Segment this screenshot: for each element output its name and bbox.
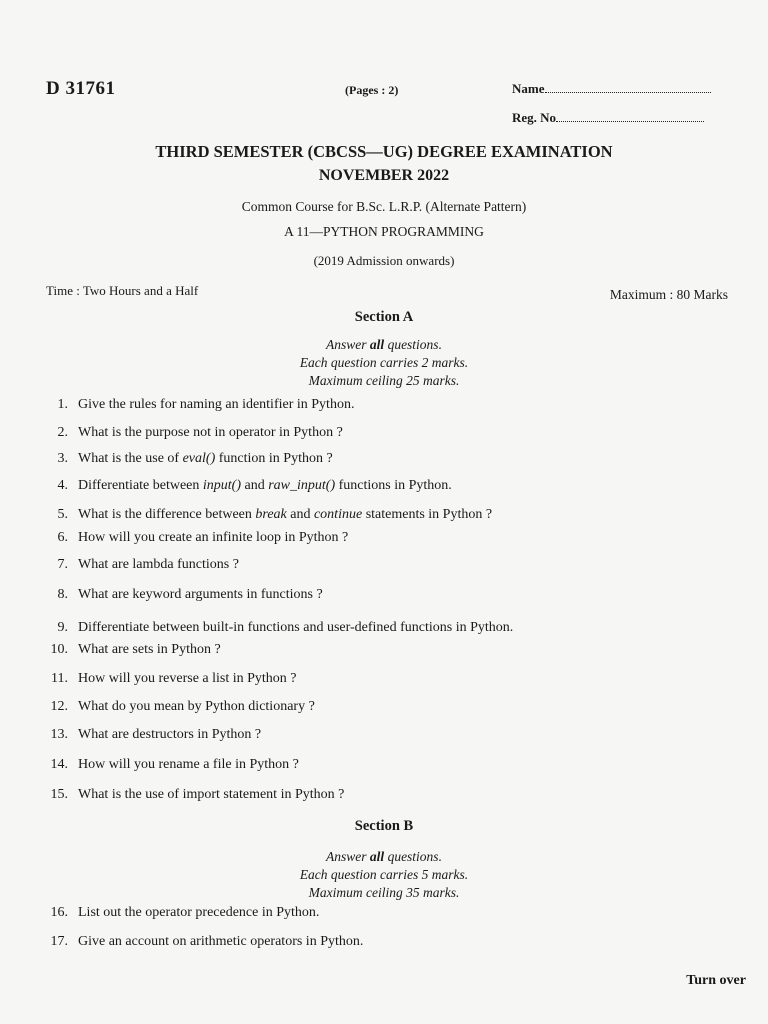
question-number: 14.	[50, 757, 68, 772]
question-number: 3.	[57, 451, 68, 466]
turn-over-note: Turn over	[686, 973, 746, 988]
question-text: What are destructors in Python ?	[78, 727, 262, 742]
question-text: Give an account on arithmetic operators in Python.	[78, 934, 364, 949]
question-item	[44, 451, 333, 467]
question-text: How will you rename a file in Python ?	[78, 757, 299, 772]
question-text: What is the purpose not in operator in Python ?	[78, 425, 343, 440]
question-text: Differentiate between built-in functions and user-defined functions in Python.	[78, 620, 514, 635]
section-b-instructions	[0, 848, 768, 902]
question-number: 2.	[57, 425, 68, 440]
question-number: 11.	[51, 671, 68, 686]
section-a-heading: Section A	[354, 309, 414, 325]
question-number: 13.	[50, 727, 68, 742]
question-item	[44, 699, 315, 715]
section-b-instruction-marks: Each question carries 5 marks.	[299, 867, 469, 882]
question-text: What is the use of import statement in Python ?	[78, 787, 345, 802]
question-item	[44, 397, 354, 413]
question-text: Differentiate between input() and raw_input() functions in Python.	[78, 478, 452, 493]
reg-no-label: Reg. No	[512, 110, 557, 125]
section-a-instruction-marks: Each question carries 2 marks.	[299, 355, 469, 370]
question-item	[44, 425, 343, 441]
question-number: 4.	[57, 478, 68, 493]
name-blank	[545, 92, 711, 93]
question-item	[44, 671, 297, 687]
paper-name: A 11—PYTHON PROGRAMMING	[284, 224, 484, 239]
question-item	[44, 507, 492, 523]
section-a-instruction-ceiling: Maximum ceiling 25 marks.	[308, 373, 460, 388]
section-b-instruction-answer: Answer all questions.	[326, 849, 442, 864]
question-number: 10.	[50, 642, 68, 657]
question-item	[44, 478, 452, 494]
name-label: Name	[512, 81, 545, 96]
question-item	[44, 557, 239, 573]
question-item	[44, 757, 299, 773]
name-field	[512, 81, 711, 97]
question-text: Give the rules for naming an identifier in Python.	[78, 397, 355, 412]
admission-note: (2019 Admission onwards)	[313, 253, 455, 268]
question-text: What is the use of eval() function in Python ?	[78, 451, 333, 466]
section-b-instruction-ceiling: Maximum ceiling 35 marks.	[308, 885, 460, 900]
section-a-instruction-answer: Answer all questions.	[326, 337, 442, 352]
question-number: 16.	[50, 905, 68, 920]
question-text: What are sets in Python ?	[78, 642, 221, 657]
question-text: How will you reverse a list in Python ?	[78, 671, 297, 686]
question-item	[44, 642, 221, 658]
reg-no-blank	[556, 121, 704, 122]
question-number: 6.	[57, 530, 68, 545]
question-text: What are keyword arguments in functions ?	[78, 587, 323, 602]
question-item	[44, 787, 344, 803]
question-number: 9.	[57, 620, 68, 635]
reg-no-field	[512, 110, 704, 126]
exam-title: THIRD SEMESTER (CBCSS—UG) DEGREE EXAMINATION	[155, 142, 613, 161]
question-item	[44, 727, 261, 743]
exam-session: NOVEMBER 2022	[318, 167, 450, 184]
paper-code: D 31761	[46, 78, 116, 99]
section-b-heading: Section B	[354, 818, 414, 834]
question-item	[44, 530, 348, 546]
question-text: What do you mean by Python dictionary ?	[78, 699, 315, 714]
question-number: 17.	[50, 934, 68, 949]
question-item	[44, 620, 513, 636]
question-text: What is the difference between break and continue statements in Python ?	[78, 507, 493, 522]
question-number: 1.	[57, 397, 68, 412]
section-a-instructions	[0, 336, 768, 390]
course-name: Common Course for B.Sc. L.R.P. (Alternate Pattern)	[241, 199, 527, 214]
question-number: 8.	[57, 587, 68, 602]
question-text: How will you create an infinite loop in Python ?	[78, 530, 349, 545]
maximum-marks: Maximum : 80 Marks	[609, 287, 728, 302]
question-number: 12.	[50, 699, 68, 714]
question-text: What are lambda functions ?	[78, 557, 239, 572]
question-item	[44, 934, 363, 950]
question-number: 5.	[57, 507, 68, 522]
question-item	[44, 587, 323, 603]
question-number: 15.	[50, 787, 68, 802]
question-number: 7.	[57, 557, 68, 572]
time-allowed: Time : Two Hours and a Half	[46, 283, 199, 298]
question-item	[44, 905, 319, 921]
question-text: List out the operator precedence in Python.	[78, 905, 320, 920]
page-count: (Pages : 2)	[345, 83, 399, 97]
